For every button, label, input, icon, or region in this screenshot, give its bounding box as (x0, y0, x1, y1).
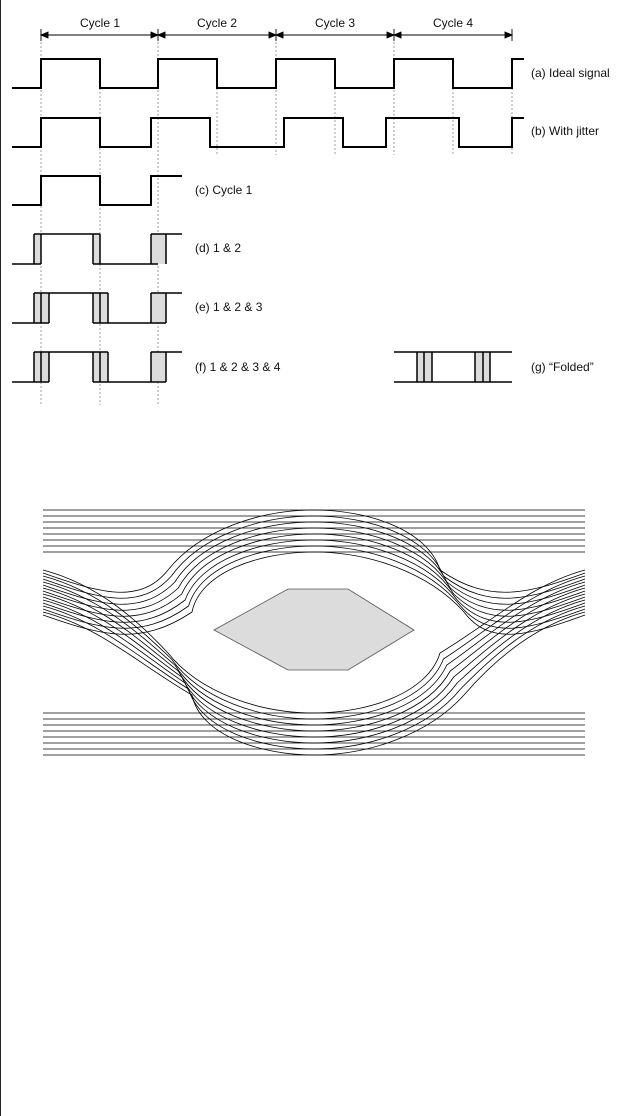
label-folded: (g) “Folded” (531, 360, 594, 374)
eye-mask (214, 589, 414, 670)
cycle-2-label: Cycle 2 (196, 16, 238, 30)
eye-diagram (43, 510, 585, 755)
waveform-cycle-1 (12, 176, 182, 205)
waveform-overlay-1-2-3-4 (12, 352, 182, 382)
label-ideal-signal: (a) Ideal signal (531, 66, 610, 80)
waveform-folded (394, 352, 512, 382)
cycle-3-label: Cycle 3 (314, 16, 356, 30)
label-cycle-1: (c) Cycle 1 (195, 183, 253, 197)
waveform-overlay-1-2 (12, 234, 182, 264)
cycle-1-label: Cycle 1 (79, 16, 121, 30)
waveform-ideal (12, 59, 524, 88)
label-1-2: (d) 1 & 2 (195, 241, 242, 255)
waveform-jitter (12, 118, 524, 147)
cycle-4-label: Cycle 4 (432, 16, 474, 30)
cycle-arrows (41, 29, 512, 41)
label-with-jitter: (b) With jitter (531, 124, 600, 138)
label-1-2-3-4: (f) 1 & 2 & 3 & 4 (195, 360, 281, 374)
waveform-overlay-1-2-3 (12, 293, 182, 323)
label-1-2-3: (e) 1 & 2 & 3 (195, 300, 263, 314)
